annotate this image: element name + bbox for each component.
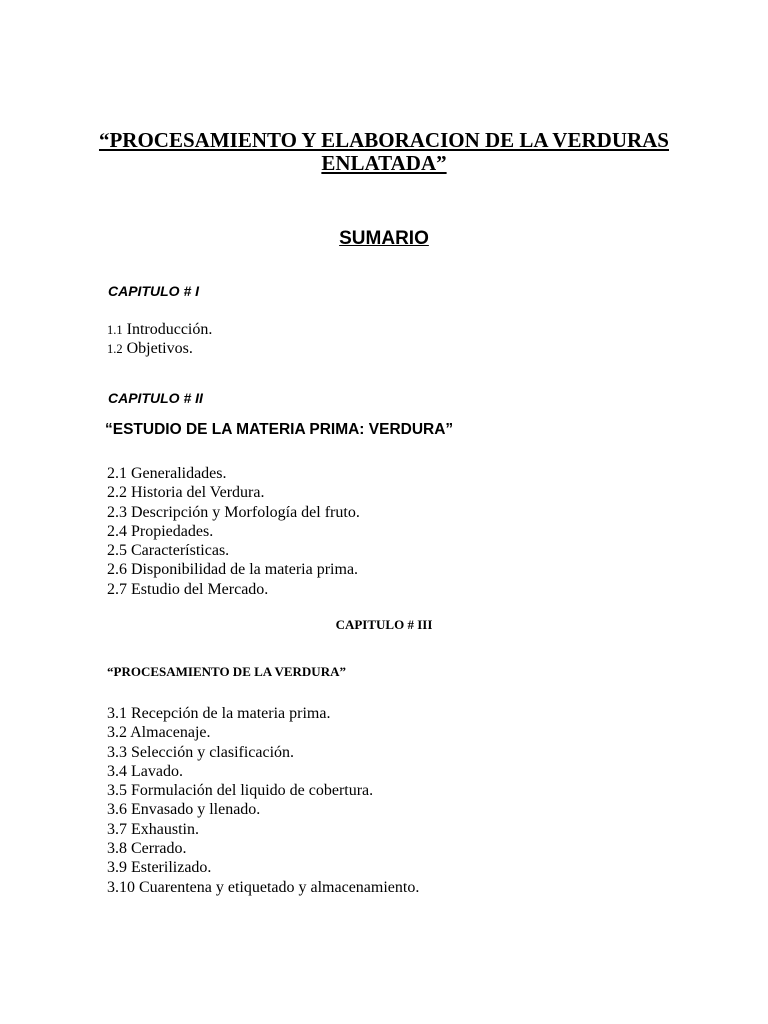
list-item bbox=[107, 320, 212, 339]
list-item: 2.1 Generalidades. bbox=[107, 465, 227, 482]
chapter-2-label: CAPITULO # II bbox=[108, 390, 203, 406]
list-item: 3.1 Recepción de la materia prima. bbox=[107, 705, 331, 722]
list-item: 3.3 Selección y clasificación. bbox=[107, 743, 295, 761]
chapter-3-subtitle: “PROCESAMIENTO DE LA VERDURA” bbox=[107, 664, 346, 679]
list-item: 2.4 Propiedades. bbox=[107, 522, 214, 540]
item-text: Objetivos. bbox=[122, 340, 193, 358]
list-item: 3.6 Envasado y llenado. bbox=[107, 801, 261, 819]
list-item: 3.5 Formulación del liquido de cobertura. bbox=[107, 782, 374, 800]
list-item: 2.3 Descripción y Morfología del fruto. bbox=[107, 503, 360, 521]
document-title-line-1: “PROCESAMIENTO Y ELABORACION DE LA VERDURAS bbox=[98, 128, 669, 152]
summary-heading: SUMARIO bbox=[339, 228, 429, 249]
item-number: 1.1 bbox=[107, 323, 123, 337]
chapter-2-list bbox=[107, 464, 360, 599]
list-item: 2.5 Características. bbox=[107, 542, 230, 560]
item-number: 1.2 bbox=[107, 342, 123, 357]
list-item: 3.10 Cuarentena y etiquetado y almacenamiento. bbox=[107, 878, 420, 896]
list-item: 2.2 Historia del Verdura. bbox=[107, 484, 265, 502]
list-item: 3.9 Esterilizado. bbox=[107, 859, 212, 877]
list-item: 3.8 Cerrado. bbox=[107, 840, 187, 858]
chapter-3-list bbox=[107, 704, 419, 897]
item-text: Introducción. bbox=[122, 321, 213, 338]
document-title-line-2: ENLATADA” bbox=[321, 151, 447, 175]
chapter-1-label: CAPITULO # I bbox=[108, 283, 200, 299]
list-item: 3.4 Lavado. bbox=[107, 762, 183, 780]
chapter-1-list bbox=[107, 320, 212, 359]
chapter-2-subtitle: “ESTUDIO DE LA MATERIA PRIMA: VERDURA” bbox=[105, 421, 454, 438]
list-item: 3.2 Almacenaje. bbox=[107, 724, 211, 742]
list-item: 3.7 Exhaustin. bbox=[107, 820, 199, 838]
list-item: 2.6 Disponibilidad de la materia prima. bbox=[107, 561, 359, 579]
list-item: 2.7 Estudio del Mercado. bbox=[107, 580, 269, 598]
chapter-3-label: CAPITULO # III bbox=[335, 617, 433, 632]
list-item bbox=[107, 339, 212, 358]
